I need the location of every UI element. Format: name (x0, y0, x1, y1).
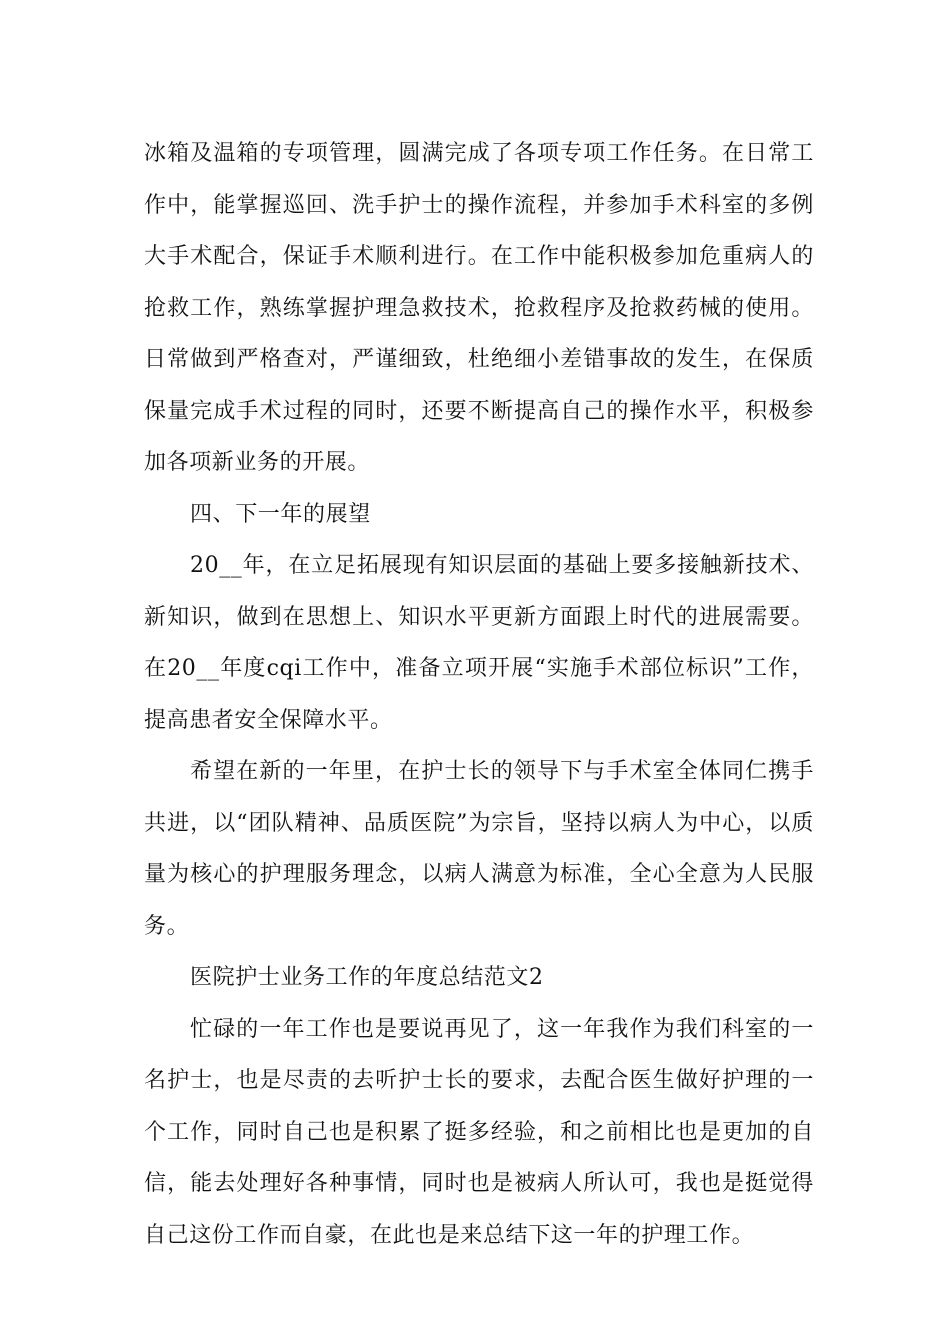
paragraph-new-knowledge: 20__年，在立足拓展现有知识层面的基础上要多接触新技术、新知识，做到在思想上、知识水平更新方面跟上时代的进展需要。在20__年度cqi工作中，准备立项开展“实施手术部位标识”工作，提高患者安全保障水平。 (144, 553, 814, 733)
paragraph-hope: 希望在新的一年里，在护士长的领导下与手术室全体同仁携手共进，以“团队精神、品质医院”为宗旨，坚持以病人为中心，以质量为核心的护理服务理念，以病人满意为标准，全心全意为人民服务。 (144, 759, 814, 939)
section-heading-outlook: 四、下一年的展望 (190, 501, 371, 527)
document-body (144, 128, 814, 1261)
paragraph-busy-year: 忙碌的一年工作也是要说再见了，这一年我作为我们科室的一名护士，也是尽责的去听护士长的要求，去配合医生做好护理的一个工作，同时自己也是积累了挺多经验，和之前相比也是更加的自信，能去处理好各种事情，同时也是被病人所认可，我也是挺觉得自己这份工作而自豪，在此也是来总结下这一年的护理工作。 (144, 1016, 814, 1248)
section-heading-sample-2: 医院护士业务工作的年度总结范文2 (190, 965, 544, 990)
paragraph-specialty-management: 冰箱及温箱的专项管理，圆满完成了各项专项工作任务。在日常工作中，能掌握巡回、洗手护士的操作流程，并参加手术科室的多例大手术配合，保证手术顺利进行。在工作中能积极参加危重病人的抢救工作，熟练掌握护理急救技术，抢救程序及抢救药械的使用。日常做到严格查对，严谨细致，杜绝细小差错事故的发生，在保质保量完成手术过程的同时，还要不断提高自己的操作水平，积极参加各项新业务的开展。 (144, 141, 814, 475)
